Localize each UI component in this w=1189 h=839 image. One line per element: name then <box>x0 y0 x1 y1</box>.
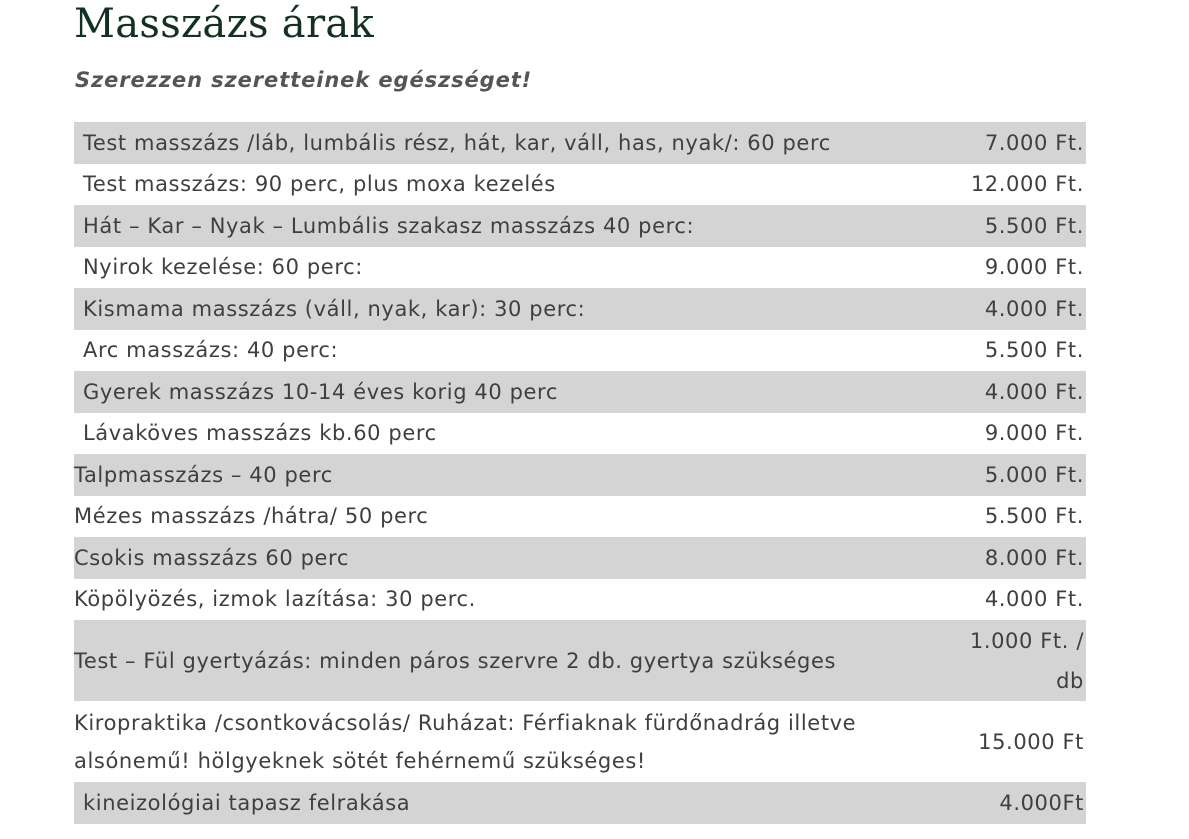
table-row <box>74 496 1086 538</box>
service-price: 4.000 Ft. <box>984 587 1084 612</box>
service-name: Arc masszázs: 40 perc: <box>83 338 339 363</box>
service-price: 5.500 Ft. <box>944 205 1086 247</box>
service-name: Hát – Kar – Nyak – Lumbális szakasz masszázs 40 perc: <box>74 205 944 247</box>
service-name: Test masszázs /láb, lumbális rész, hát, kar, váll, has, nyak/: 60 perc <box>74 122 944 164</box>
service-price: 15.000 Ft <box>978 729 1084 754</box>
service-price: 1.000 Ft. / db <box>944 620 1086 701</box>
service-price: 9.000 Ft. <box>984 255 1084 280</box>
table-row <box>74 330 1086 372</box>
table-row <box>74 413 1086 455</box>
service-price: 7.000 Ft. <box>944 122 1086 164</box>
table-row <box>74 288 1086 330</box>
service-price: 4.000Ft <box>944 782 1086 824</box>
service-name: Talpmasszázs – 40 perc <box>74 454 944 496</box>
table-row <box>74 205 1086 247</box>
table-row <box>74 247 1086 289</box>
service-name: Test masszázs: 90 perc, plus moxa kezelés <box>83 172 556 197</box>
service-name: Mézes masszázs /hátra/ 50 perc <box>74 504 429 529</box>
service-price: 8.000 Ft. <box>944 537 1086 579</box>
service-name: Test – Fül gyertyázás: minden páros szervre 2 db. gyertya szükséges <box>74 620 944 701</box>
service-name: Csokis masszázs 60 perc <box>74 537 944 579</box>
service-price: 12.000 Ft. <box>970 172 1084 197</box>
table-row <box>74 122 1086 164</box>
service-name: Köpölyözés, izmok lazítása: 30 perc. <box>74 587 476 612</box>
table-row <box>74 782 1086 824</box>
price-table <box>74 122 1086 824</box>
table-row <box>74 537 1086 579</box>
page-subtitle: Szerezzen szeretteinek egészséget! <box>75 68 533 92</box>
table-row <box>74 371 1086 413</box>
service-price: 9.000 Ft. <box>984 421 1084 446</box>
service-price: 5.500 Ft. <box>984 504 1084 529</box>
service-price: 5.000 Ft. <box>944 454 1086 496</box>
service-name: Lávaköves masszázs kb.60 perc <box>83 421 437 446</box>
service-name: Nyirok kezelése: 60 perc: <box>83 255 363 280</box>
table-row <box>74 164 1086 206</box>
service-name: Kismama masszázs (váll, nyak, kar): 30 perc: <box>74 288 944 330</box>
table-row <box>74 620 1086 701</box>
table-row <box>74 454 1086 496</box>
service-name: kineizológiai tapasz felrakása <box>74 782 944 824</box>
table-row <box>74 701 1086 782</box>
service-price: 4.000 Ft. <box>944 288 1086 330</box>
service-name: Gyerek masszázs 10-14 éves korig 40 perc <box>74 371 944 413</box>
table-row <box>74 579 1086 621</box>
service-price: 5.500 Ft. <box>984 338 1084 363</box>
service-name: Kiropraktika /csontkovácsolás/ Ruházat: Férfiaknak fürdőnadrág illetve alsónemű! hölgyeknek sötét fehérnemű szükséges! <box>74 710 857 773</box>
service-price: 4.000 Ft. <box>944 371 1086 413</box>
price-section <box>74 0 1086 815</box>
page-title: Masszázs árak <box>74 1 375 47</box>
